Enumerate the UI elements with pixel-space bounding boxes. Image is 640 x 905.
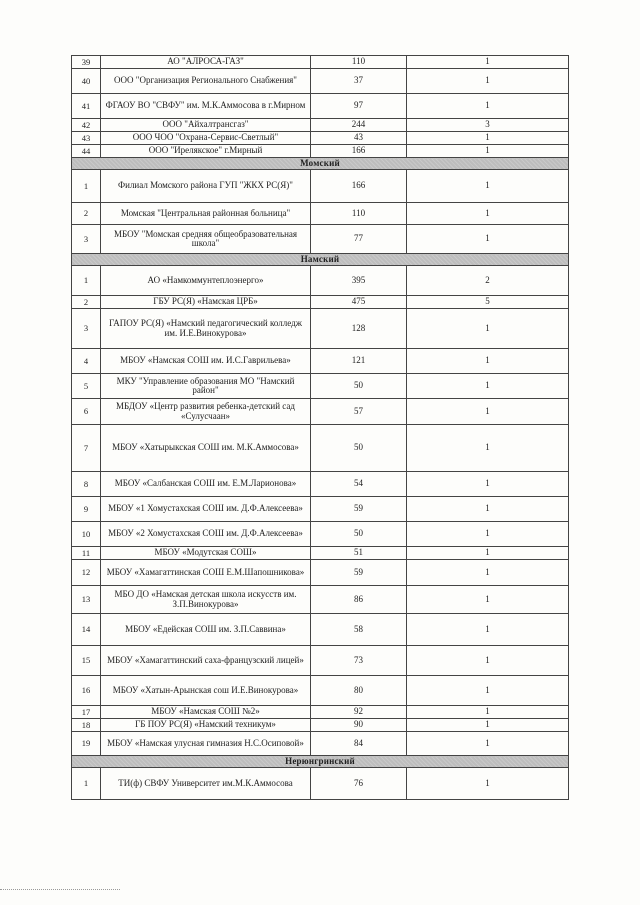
- organization-name: МБОУ «Хатын-Арынская сош И.Е.Винокурова»: [101, 676, 311, 706]
- table-row: [72, 547, 569, 560]
- table-row: [72, 145, 569, 158]
- vacancy-count: 2: [407, 266, 569, 296]
- employee-count: 50: [311, 522, 407, 547]
- row-number: 2: [72, 296, 101, 309]
- row-number: 8: [72, 472, 101, 497]
- table-row: [72, 56, 569, 69]
- employee-count: 76: [311, 768, 407, 800]
- vacancy-count: 1: [407, 768, 569, 800]
- district-header-row: [72, 254, 569, 266]
- row-number: 17: [72, 706, 101, 719]
- employee-count: 84: [311, 732, 407, 756]
- vacancy-count: 1: [407, 472, 569, 497]
- vacancy-count: 1: [407, 547, 569, 560]
- employee-count: 80: [311, 676, 407, 706]
- employee-count: 50: [311, 374, 407, 399]
- vacancy-count: 1: [407, 646, 569, 676]
- row-number: 14: [72, 614, 101, 646]
- row-number: 13: [72, 586, 101, 614]
- employee-count: 57: [311, 399, 407, 425]
- table-row: [72, 719, 569, 732]
- row-number: 40: [72, 69, 101, 94]
- employee-count: 92: [311, 706, 407, 719]
- district-header-row: [72, 158, 569, 170]
- organization-name: МБОУ «1 Хомустахская СОШ им. Д.Ф.Алексеева»: [101, 497, 311, 522]
- vacancy-count: 1: [407, 614, 569, 646]
- organization-name: МБОУ "Момская средняя общеобразовательная школа": [101, 225, 311, 254]
- vacancy-count: 1: [407, 676, 569, 706]
- row-number: 16: [72, 676, 101, 706]
- row-number: 1: [72, 266, 101, 296]
- table-row: [72, 472, 569, 497]
- table-row: [72, 119, 569, 132]
- employee-count: 166: [311, 170, 407, 203]
- organization-name: ГАПОУ РС(Я) «Намский педагогический колледж им. И.Е.Винокурова»: [101, 309, 311, 349]
- organization-name: МБОУ «Модутская СОШ»: [101, 547, 311, 560]
- vacancy-count: 1: [407, 203, 569, 225]
- table-row: [72, 309, 569, 349]
- vacancy-count: 1: [407, 145, 569, 158]
- organization-name: ФГАОУ ВО "СВФУ" им. М.К.Аммосова в г.Мирном: [101, 94, 311, 119]
- vacancy-count: 1: [407, 497, 569, 522]
- row-number: 11: [72, 547, 101, 560]
- organization-name: ГБУ РС(Я) «Намская ЦРБ»: [101, 296, 311, 309]
- employee-count: 51: [311, 547, 407, 560]
- table-row: [72, 69, 569, 94]
- employee-count: 475: [311, 296, 407, 309]
- employee-count: 110: [311, 56, 407, 69]
- table-row: [72, 768, 569, 800]
- table-row: [72, 522, 569, 547]
- table-row: [72, 399, 569, 425]
- table-row: [72, 706, 569, 719]
- vacancy-count: 1: [407, 69, 569, 94]
- employee-count: 90: [311, 719, 407, 732]
- organization-name: МБОУ «Салбанская СОШ им. Е.М.Ларионова»: [101, 472, 311, 497]
- organization-name: АО "АЛРОСА-ГАЗ": [101, 56, 311, 69]
- organization-name: АО «Намкоммунтеплоэнерго»: [101, 266, 311, 296]
- vacancy-count: 1: [407, 309, 569, 349]
- table-row: [72, 132, 569, 145]
- table-row: [72, 560, 569, 586]
- employee-count: 128: [311, 309, 407, 349]
- vacancy-count: 1: [407, 706, 569, 719]
- employee-count: 97: [311, 94, 407, 119]
- district-title: Нерюнгринский: [72, 756, 569, 768]
- organization-name: МКУ "Управление образования МО "Намский район": [101, 374, 311, 399]
- row-number: 18: [72, 719, 101, 732]
- organization-name: МБОУ «2 Хомустахская СОШ им. Д.Ф.Алексеева»: [101, 522, 311, 547]
- vacancy-count: 1: [407, 399, 569, 425]
- row-number: 12: [72, 560, 101, 586]
- organization-name: МБОУ «Намская СОШ им. И.С.Гаврильева»: [101, 349, 311, 374]
- table-row: [72, 349, 569, 374]
- row-number: 3: [72, 225, 101, 254]
- table-row: [72, 266, 569, 296]
- vacancy-count: 5: [407, 296, 569, 309]
- row-number: 6: [72, 399, 101, 425]
- vacancy-count: 1: [407, 56, 569, 69]
- table-row: [72, 425, 569, 472]
- row-number: 2: [72, 203, 101, 225]
- organization-name: МБОУ «Намская СОШ №2»: [101, 706, 311, 719]
- organization-name: МБОУ «Хамагаттинский саха-французский лицей»: [101, 646, 311, 676]
- employee-count: 77: [311, 225, 407, 254]
- organization-name: Филиал Момского района ГУП "ЖКХ РС(Я)": [101, 170, 311, 203]
- row-number: 4: [72, 349, 101, 374]
- vacancy-count: 3: [407, 119, 569, 132]
- employee-count: 59: [311, 560, 407, 586]
- vacancy-count: 1: [407, 349, 569, 374]
- row-number: 3: [72, 309, 101, 349]
- organization-name: МБО ДО «Намская детская школа искусств им. З.П.Винокурова»: [101, 586, 311, 614]
- row-number: 19: [72, 732, 101, 756]
- vacancy-count: 1: [407, 586, 569, 614]
- vacancy-count: 1: [407, 732, 569, 756]
- table-row: [72, 497, 569, 522]
- organization-name: МБОУ «Хатырыкская СОШ им. М.К.Аммосова»: [101, 425, 311, 472]
- row-number: 15: [72, 646, 101, 676]
- vacancy-count: 1: [407, 719, 569, 732]
- vacancy-count: 1: [407, 425, 569, 472]
- table-row: [72, 374, 569, 399]
- employee-count: 59: [311, 497, 407, 522]
- employee-count: 43: [311, 132, 407, 145]
- row-number: 39: [72, 56, 101, 69]
- employee-count: 110: [311, 203, 407, 225]
- organization-name: ООО "Айхалтрансгаз": [101, 119, 311, 132]
- organization-name: МБОУ «Едейская СОШ им. З.П.Саввина»: [101, 614, 311, 646]
- organization-name: МБДОУ «Центр развития ребенка-детский сад «Сулусчаан»: [101, 399, 311, 425]
- employee-count: 73: [311, 646, 407, 676]
- vacancy-count: 1: [407, 522, 569, 547]
- employee-count: 395: [311, 266, 407, 296]
- table-row: [72, 732, 569, 756]
- organization-name: ООО ЧОО "Охрана-Сервис-Светлый": [101, 132, 311, 145]
- employee-count: 37: [311, 69, 407, 94]
- vacancy-count: 1: [407, 170, 569, 203]
- vacancy-count: 1: [407, 225, 569, 254]
- organization-name: МБОУ «Хамагаттинская СОШ Е.М.Шапошникова»: [101, 560, 311, 586]
- table-row: [72, 94, 569, 119]
- table-row: [72, 646, 569, 676]
- row-number: 41: [72, 94, 101, 119]
- employee-count: 166: [311, 145, 407, 158]
- table-row: [72, 203, 569, 225]
- employee-count: 244: [311, 119, 407, 132]
- employee-count: 86: [311, 586, 407, 614]
- employee-count: 54: [311, 472, 407, 497]
- row-number: 42: [72, 119, 101, 132]
- row-number: 44: [72, 145, 101, 158]
- table-body: [72, 56, 569, 800]
- row-number: 1: [72, 768, 101, 800]
- vacancy-count: 1: [407, 560, 569, 586]
- row-number: 10: [72, 522, 101, 547]
- table-row: [72, 586, 569, 614]
- table-row: [72, 296, 569, 309]
- table-row: [72, 614, 569, 646]
- employee-count: 58: [311, 614, 407, 646]
- vacancy-count: 1: [407, 132, 569, 145]
- vacancy-count: 1: [407, 94, 569, 119]
- vacancy-table: [71, 55, 569, 800]
- row-number: 1: [72, 170, 101, 203]
- row-number: 43: [72, 132, 101, 145]
- employee-count: 121: [311, 349, 407, 374]
- organization-name: МБОУ «Намская улусная гимназия Н.С.Осиповой»: [101, 732, 311, 756]
- district-title: Момский: [72, 158, 569, 170]
- table-row: [72, 170, 569, 203]
- vacancy-count: 1: [407, 374, 569, 399]
- table-row: [72, 676, 569, 706]
- organization-name: ООО "Ирелякское" г.Мирный: [101, 145, 311, 158]
- row-number: 5: [72, 374, 101, 399]
- district-header-row: [72, 756, 569, 768]
- employee-count: 50: [311, 425, 407, 472]
- organization-name: ТИ(ф) СВФУ Университет им.М.К.Аммосова: [101, 768, 311, 800]
- organization-name: ООО "Организация Регионального Снабжения": [101, 69, 311, 94]
- footer-dotted-line: [0, 889, 120, 890]
- organization-name: ГБ ПОУ РС(Я) «Намский техникум»: [101, 719, 311, 732]
- row-number: 7: [72, 425, 101, 472]
- district-title: Намский: [72, 254, 569, 266]
- row-number: 9: [72, 497, 101, 522]
- organization-name: Момская "Центральная районная больница": [101, 203, 311, 225]
- table-row: [72, 225, 569, 254]
